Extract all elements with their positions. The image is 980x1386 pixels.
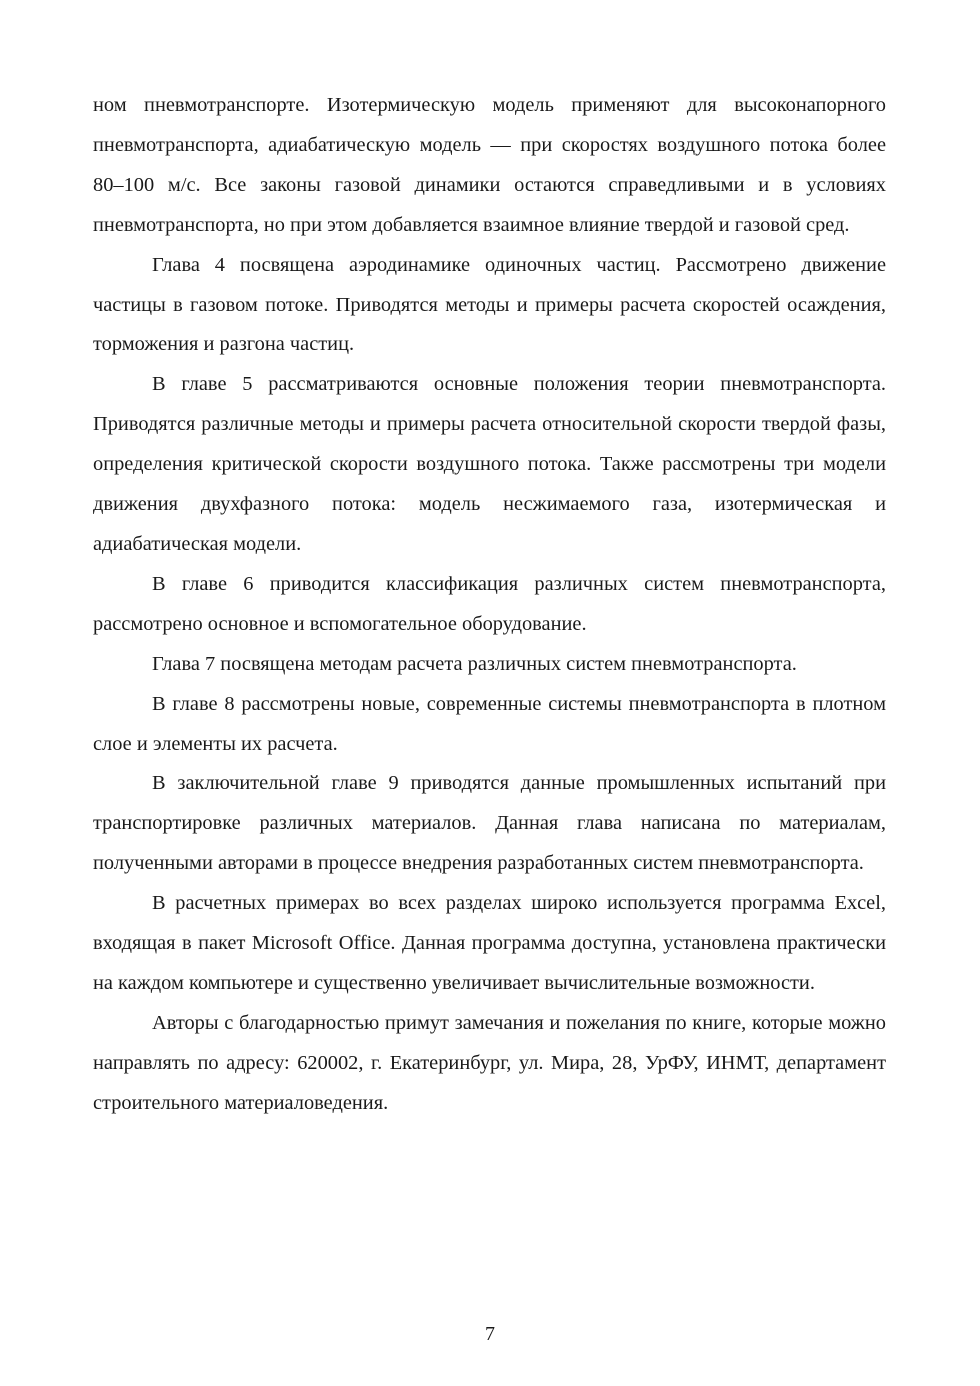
paragraph-chapter-4: Глава 4 посвящена аэродинамике одиночных частиц. Рассмотрено движение частицы в газовом потоке. Приводятся методы и примеры расчета скоростей осаждения, торможения и разгона частиц. bbox=[93, 253, 886, 356]
paragraph-chapter-6: В главе 6 приводится классификация различных систем пневмотранспорта, рассмотрено основное и вспомогательное оборудование. bbox=[93, 572, 886, 635]
paragraph-continuation: ном пневмотранспорте. Изотермическую модель применяют для высоконапорного пневмотранспорта, адиабатическую модель — при скоростях воздушного потока более 80–100 м/с. Все законы газовой динамики остаются справедливыми и в условиях пневмотранспорта, но при этом добавляется взаимное влияние твердой и газовой сред. bbox=[93, 94, 886, 236]
body-text bbox=[93, 86, 886, 1124]
paragraph-chapter-8: В главе 8 рассмотрены новые, современные системы пневмотранспорта в плотном слое и элементы их расчета. bbox=[93, 692, 886, 755]
paragraph-excel-examples: В расчетных примерах во всех разделах широко используется программа Excel, входящая в пакет Microsoft Office. Данная программа доступна, установлена практически на каждом компьютере и существенно увеличивает вычислительные возможности. bbox=[93, 892, 886, 994]
page-number: 7 bbox=[485, 1323, 495, 1345]
paragraph-authors-contact: Авторы с благодарностью примут замечания и пожелания по книге, которые можно направлять по адресу: 620002, г. Екатеринбург, ул. Мира, 28, УрФУ, ИНМТ, департамент строительного материаловедения. bbox=[93, 1011, 886, 1114]
paragraph-chapter-7: Глава 7 посвящена методам расчета различных систем пневмотранспорта. bbox=[152, 652, 797, 675]
paragraph-chapter-5: В главе 5 рассматриваются основные положения теории пневмотранспорта. Приводятся различные методы и примеры расчета относительной скорости твердой фазы, определения критической скорости воздушного потока. Также рассмотрены три модели движения двухфазного потока: модель несжимаемого газа, изотермическая и адиабатическая модели. bbox=[93, 373, 886, 555]
paragraph-chapter-9: В заключительной главе 9 приводятся данные промышленных испытаний при транспортировке различных материалов. Данная глава написана по материалам, полученными авторами в процессе внедрения разработанных систем пневмотранспорта. bbox=[93, 772, 886, 875]
